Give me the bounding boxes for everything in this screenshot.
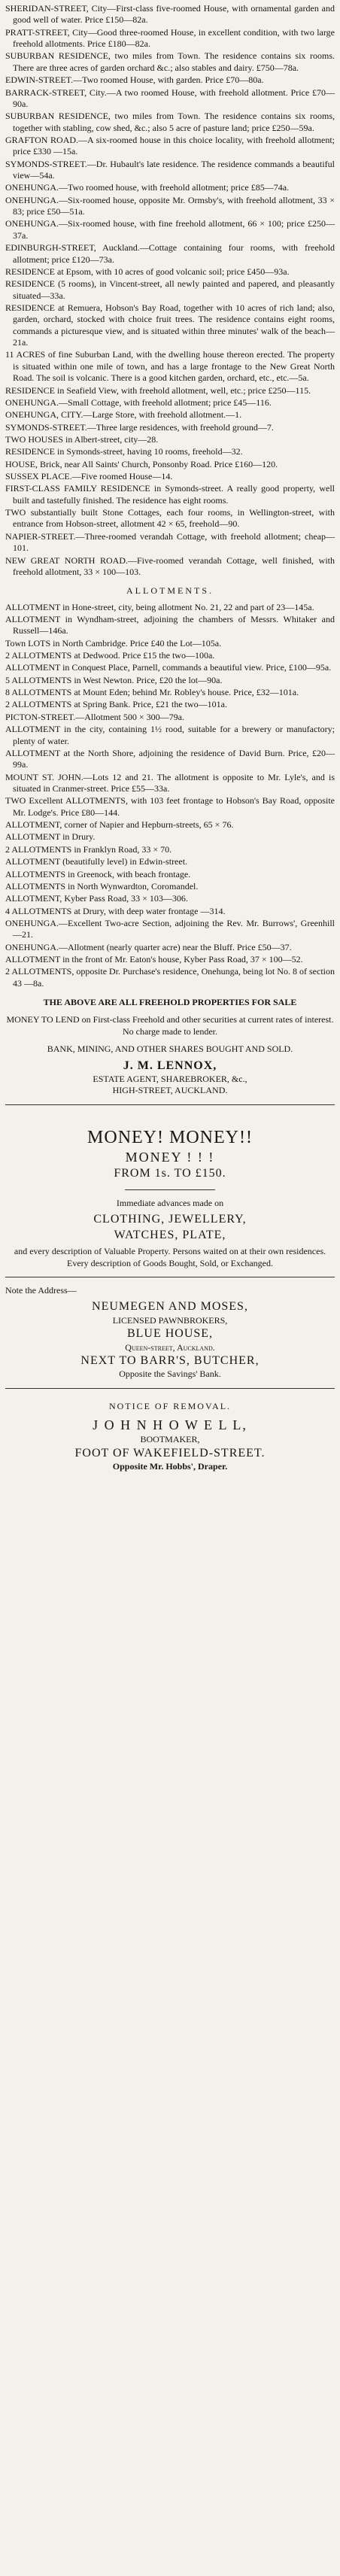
pawnbroker-name: NEUMEGEN AND MOSES, (92, 1300, 248, 1314)
howell-name: J O H N H O W E L L, (93, 1417, 247, 1433)
property-listing: SUBURBAN RESIDENCE, two miles from Town. The residence contains six rooms. There are three acres of garden orchard &c.; also stables and dairy. £750—78a. (5, 50, 335, 73)
allotment-listing: 2 ALLOTMENTS at Dedwood. Price £15 the two—100a. (5, 650, 215, 661)
property-listing: ONEHUNGA.—Two roomed house, with freehold allotment; price £85—74a. (5, 182, 290, 193)
allotment-listing: 2 ALLOTMENTS in Franklyn Road, 33 × 70. (5, 843, 172, 855)
divider (5, 1104, 335, 1105)
lennox-address: HIGH-STREET, AUCKLAND. (112, 1085, 228, 1096)
lennox-title: ESTATE AGENT, SHAREBROKER, &c., (93, 1074, 247, 1085)
allotment-listing: ALLOTMENT in the front of Mr. Eaton's house, Kyber Pass Road, 37 × 100—52. (5, 954, 303, 965)
allotment-listing: ALLOTMENT at the North Shore, adjoining the residence of David Burn. Price, £20—99a. (5, 747, 335, 770)
shares-notice: BANK, MINING, AND OTHER SHARES BOUGHT AND SOLD. (47, 1043, 293, 1055)
freehold-note: THE ABOVE ARE ALL FREEHOLD PROPERTIES FOR SALE (43, 997, 297, 1008)
property-listing: RESIDENCE in Symonds-street, having 10 rooms, freehold—32. (5, 446, 243, 457)
property-listing: HOUSE, Brick, near All Saints' Church, Ponsonby Road. Price £160—120. (5, 458, 278, 469)
allotment-listing: ALLOTMENT in Conquest Place, Parnell, commands a beautiful view. Price, £100—95a. (5, 662, 332, 673)
allotment-listing: ALLOTMENTS in Greenock, with beach frontage. (5, 868, 191, 879)
allotment-listing: ONEHUNGA.—Excellent Two-acre Section, adjoining the Rev. Mr. Burrows', Greenhill—21. (5, 917, 335, 940)
howell-trade: BOOTMAKER, (140, 1434, 200, 1445)
money-to-lend-notice: MONEY TO LEND on First-class Freehold and other securities at current rates of interest. No charge made to lender. (6, 1014, 334, 1037)
property-listing: FIRST-CLASS FAMILY RESIDENCE in Symonds-street. A really good property, well built and tastefully finished. The residence has eight rooms. (5, 483, 335, 506)
allotment-listing: ONEHUNGA.—Allotment (nearly quarter acre) near the Bluff. Price £50—37. (5, 941, 292, 952)
allotment-listing: ALLOTMENTS in North Wynwardton, Coromandel. (5, 880, 199, 892)
money-range: FROM 1s. TO £150. (114, 1167, 226, 1180)
removal-notice-title: NOTICE OF REMOVAL. (108, 1400, 232, 1411)
property-listing: EDWIN-STREET.—Two roomed House, with garden. Price £70—80a. (5, 74, 264, 86)
pawnbroker-opposite: Opposite the Savings' Bank. (119, 1368, 221, 1380)
allotment-listing: 4 ALLOTMENTS at Drury, with deep water frontage —314. (5, 905, 226, 916)
money-subheadline: MONEY ! ! ! (125, 1150, 215, 1165)
allotment-listing: ALLOTMENT in Hone-street, city, being allotment No. 21, 22 and part of 23—145a. (5, 601, 314, 612)
property-listing: EDINBURGH-STREET, Auckland.—Cottage containing four rooms, with freehold allotment; price £120—73a. (5, 242, 335, 265)
property-listing: SHERIDAN-STREET, City—First-class five-roomed House, with ornamental garden and good well of water. Price £150—82a. (5, 3, 335, 26)
note-address: Note the Address— (5, 1284, 77, 1296)
property-listing: RESIDENCE at Epsom, with 10 acres of good volcanic soil; price £450—93a. (5, 266, 290, 277)
advances-goods-2: WATCHES, PLATE, (114, 1228, 226, 1241)
property-listing: BARRACK-STREET, City.—A two roomed House, with freehold allotment. Price £70—90a. (5, 87, 335, 109)
allotment-listing: 8 ALLOTMENTS at Mount Eden; behind Mr. Robley's house. Price, £32—101a. (5, 687, 299, 698)
allotment-listing: 5 ALLOTMENTS in West Newton. Price, £20 the lot—90a. (5, 674, 223, 685)
divider (5, 1388, 335, 1389)
property-listing: SUBURBAN RESIDENCE, two miles from Town. The residence contains six rooms, together with stabling, cow shed, &c.; also 5 acre of pasture land; price £250—59a. (5, 111, 335, 133)
allotment-listing: 2 ALLOTMENTS at Spring Bank. Price, £21 the two—101a. (5, 699, 227, 710)
allotment-listing: PICTON-STREET.—Allotment 500 × 300—79a. (5, 711, 184, 722)
allotment-listing: ALLOTMENT in Drury. (5, 831, 96, 843)
allotment-listing: ALLOTMENT in the city, containing 1½ rood, suitable for a brewery or manufactory; plenty of water. (5, 724, 335, 746)
allotments-heading: ALLOTMENTS. (126, 585, 214, 597)
pawnbroker-next: NEXT TO BARR'S, BUTCHER, (80, 1353, 260, 1367)
allotment-listing: MOUNT ST. JOHN.—Lots 12 and 21. The allotment is opposite to Mr. Lyle's, and is situated in Cranmer-street. Price £55—33a. (5, 771, 335, 794)
property-listing: NEW GREAT NORTH ROAD.—Five-roomed verandah Cottage, well finished, with freehold allotment, 33 × 100—103. (5, 554, 335, 577)
property-listing: PRATT-STREET, City—Good three-roomed House, in excellent condition, with two large freehold allotments. Price £180—82a. (5, 26, 335, 50)
allotment-listing: ALLOTMENT, Kyber Pass Road, 33 × 103—306. (5, 893, 188, 904)
pawnbroker-sign: BLUE HOUSE, (126, 1327, 214, 1341)
property-listing: TWO substantially built Stone Cottages, each four rooms, in Wellington-street, with entrance from Hobson-street, allotment 42 × 65, freehold—90. (5, 507, 335, 530)
property-listing: ONEHUNGA.—Six-roomed house, with fine freehold allotment, 66 × 100; price £250—37a. (5, 218, 335, 241)
divider (125, 1189, 215, 1190)
allotment-listing: TWO Excellent ALLOTMENTS, with 103 feet frontage to Hobson's Bay Road, opposite Mr. Lodge's. Price £80—144. (5, 795, 335, 818)
allotment-listing: ALLOTMENT, corner of Napier and Hepburn-streets, 65 × 76. (5, 819, 234, 831)
property-listing: ONEHUNGA.—Small Cottage, with freehold allotment; price £45—116. (5, 396, 272, 408)
property-listings (5, 3, 335, 578)
money-headline: MONEY! MONEY!! (87, 1127, 253, 1147)
howell-location: FOOT OF WAKEFIELD-STREET. (74, 1446, 266, 1460)
advances-goods-1: CLOTHING, JEWELLERY, (93, 1213, 247, 1226)
lennox-name: J. M. LENNOX, (123, 1059, 217, 1072)
property-listing: ONEHUNGA, CITY.—Large Store, with freehold allotment.—1. (5, 409, 242, 421)
property-listing: GRAFTON ROAD.—A six-roomed house in this choice locality, with freehold allotment; price £330 —15a. (5, 134, 335, 157)
allotment-listing: ALLOTMENT in Wyndham-street, adjoining the chambers of Messrs. Whitaker and Russell—146a. (5, 613, 335, 636)
advances-text: Immediate advances made on (116, 1197, 224, 1208)
property-listing: SUSSEX PLACE.—Five roomed House—14. (5, 471, 173, 482)
property-listing: RESIDENCE at Remuera, Hobson's Bay Road, together with 10 acres of rich land; also, garden, orchard, stocked with choice fruit trees. The residence contains eight rooms, commands a picturesque view, and is situated within three minutes' walk of the beach—21a. (5, 302, 335, 348)
advances-description: and every description of Valuable Property. Persons waited on at their own residences. Every description of Goods Bought, Sold, or Exchanged. (14, 1246, 326, 1268)
property-listing: ONEHUNGA.—Six-roomed house, opposite Mr. Ormsby's, with freehold allotment, 33 × 83; price £50—51a. (5, 194, 335, 217)
allotment-listing: Town LOTS in North Cambridge. Price £40 the Lot—105a. (5, 637, 222, 649)
property-listing: 11 ACRES of fine Suburban Land, with the dwelling house thereon erected. The property is situated within one mile of town, and has a large frontage to the New Great North Road. The soil is volcanic. There is a good kitchen garden, orchard, etc., etc.—5a. (5, 349, 335, 384)
pawnbroker-title: LICENSED PAWNBROKERS, (112, 1314, 228, 1326)
property-listing: NAPIER-STREET.—Three-roomed verandah Cottage, with freehold allotment; cheap—101. (5, 530, 335, 554)
pawnbroker-street: Queen-street, Auckland. (125, 1341, 215, 1353)
property-listing: RESIDENCE in Seafield View, with freehold allotment, well, etc.; price £250—115. (5, 384, 311, 396)
allotment-listing: 2 ALLOTMENTS, opposite Dr. Purchase's residence, Onehunga, being lot No. 8 of section 43 —8a. (5, 966, 335, 989)
howell-opposite: Opposite Mr. Hobbs', Draper. (112, 1461, 228, 1472)
allotment-listing: ALLOTMENT (beautifully level) in Edwin-street. (5, 856, 188, 867)
property-listing: SYMONDS-STREET.—Three large residences, with freehold ground—7. (5, 421, 274, 433)
property-listing: TWO HOUSES in Albert-street, city—28. (5, 433, 159, 445)
property-listing: SYMONDS-STREET.—Dr. Hubault's late residence. The residence commands a beautiful view—54a. (5, 158, 335, 181)
allotment-listings (5, 602, 335, 990)
property-listing: RESIDENCE (5 rooms), in Vincent-street, all newly painted and papered, and pleasantly situated—33a. (5, 278, 335, 301)
